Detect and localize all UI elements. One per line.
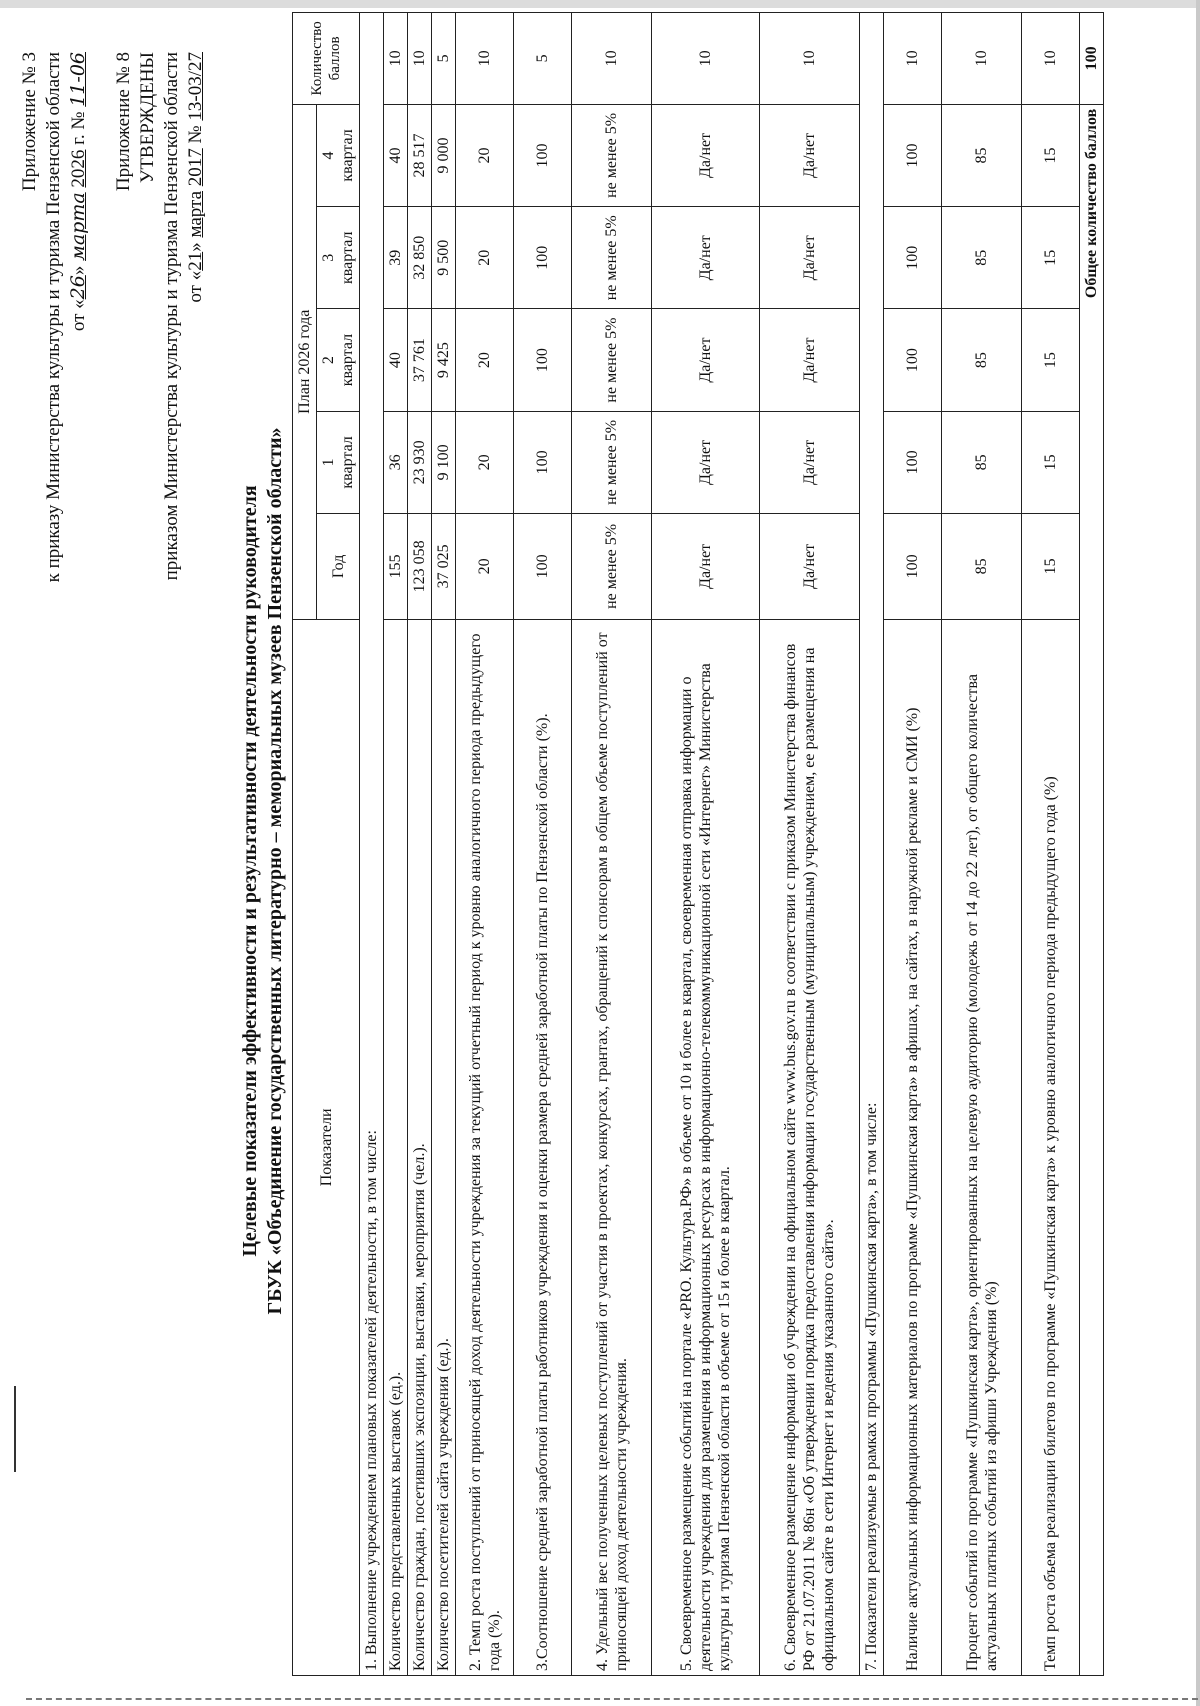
appendix-2-title: Приложение № 8 xyxy=(113,52,134,192)
document-title xyxy=(238,156,288,1586)
approved-number: 13-03/27 xyxy=(185,52,206,121)
appendix-1-order: к приказу Министерства культуры и туризма Пензенской области xyxy=(43,52,64,583)
table-row: Наличие актуальных информационных материалов по программе «Пушкинская карта» в афишах, на сайтах, в наружной рекламе и СМИ (%) 100 100 100 100 100 10 xyxy=(884,13,942,1676)
table-row-section-7: 7. Показатели реализуемые в рамках программы «Пушкинская карта», в том числе: xyxy=(860,13,884,1676)
approved-day: 21 xyxy=(185,251,206,271)
appendix-1-year: 2026 xyxy=(68,149,89,188)
appendix-1-number: 11-06 xyxy=(67,52,89,107)
total-value: 100 xyxy=(1080,13,1104,105)
table-header-row-1 xyxy=(293,13,317,1676)
approved-date: от «21» марта 2017 № 13-03/27 xyxy=(185,52,206,303)
approved-year: 2017 xyxy=(185,148,206,187)
col-header-year: Год xyxy=(317,514,360,620)
table-row: Количество граждан, посетивших экспозиции, выставки, мероприятия (чел.). 123 058 23 930 37 761 32 850 28 517 10 xyxy=(408,13,432,1676)
table-total-row xyxy=(1080,13,1104,1676)
appendix-1-month: марта xyxy=(67,192,89,261)
approved-month: марта xyxy=(185,191,206,238)
appendix-block-1 xyxy=(18,52,91,582)
total-label: Общее количество баллов xyxy=(1080,104,1104,1675)
appendix-1-date: от «26» марта 2026 г. № 11-06 xyxy=(67,52,89,332)
col-header-q4: 4 квартал xyxy=(317,104,360,206)
title-line-2: ГБУК «Объединение государственных литературно – мемориальных музеев Пензенской области» xyxy=(264,427,286,1315)
table-row: 2. Темп роста поступлений от приносящей доход деятельности учреждения за текущий отчетный период к уровню аналогичного периода предыдущего года (%). 20 20 20 20 20 10 xyxy=(456,13,514,1676)
col-header-points: Количество баллов xyxy=(293,13,360,105)
col-header-indicator: Показатели xyxy=(293,619,360,1675)
table-row: 6. Своевременное размещение информации об учреждении на официальном сайте www.bus.gov.ru в соответствии с приказом Министерства финансов РФ от 21.07.2011 № 86н «Об утверждении порядка предоставления информации государственным (муниципальным) учреждением, ее размещения на официальном сайте в сети Интернет и ведения указанного сайта». Да/нет Да/нет Да/нет Да/нет Да/нет 10 xyxy=(760,13,860,1676)
kpi-table xyxy=(292,12,1104,1676)
table-row-section-1: 1. Выполнение учреждением плановых показателей деятельности, в том числе: xyxy=(360,13,384,1676)
col-header-q3: 3 квартал xyxy=(317,207,360,309)
col-header-plan: План 2026 года xyxy=(293,104,317,619)
appendix-block-2 xyxy=(112,52,208,580)
approved-by: приказом Министерства культуры и туризма Пензенской области xyxy=(161,52,182,581)
title-line-1: Целевые показатели эффективности и результативности деятельности руководителя xyxy=(239,485,261,1257)
table-row: 3.Соотношение средней заработной платы работников учреждения и оценки размера средней заработной платы по Пензенской области (%). 100 100 100 100 100 5 xyxy=(514,13,572,1676)
table-row: Количество представленных выставок (ед.). 155 36 40 39 40 10 xyxy=(384,13,408,1676)
table-row: 5. Своевременное размещение событий на портале «PRO. Культура.РФ» в объеме от 10 и более в квартал, своевременная отправка информации о деятельности учреждения для размещения в информационных ресурсах в информационно-телекоммуникационной сети «Интернет» Министерства культуры и туризма Пензенской области в объеме от 15 и более в квартал. Да/нет Да/нет Да/нет Да/нет Да/нет 10 xyxy=(652,13,760,1676)
appendix-1-day: 26 xyxy=(67,275,89,300)
approved-label: УТВЕРЖДЕНЫ xyxy=(137,52,158,184)
table-row: Количество посетителей сайта учреждения (ед.). 37 025 9 100 9 425 9 500 9 000 5 xyxy=(432,13,456,1676)
col-header-q1: 1 квартал xyxy=(317,411,360,513)
table-row: 4. Удельный вес полученных целевых поступлений от участия в проектах, конкурсах, грантах, обращений к спонсорам в общем объеме поступлений от приносящей доход деятельности учреждения. не менее 5% не менее 5% не менее 5% не менее 5% не менее 5% 10 xyxy=(572,13,652,1676)
table-row: Процент событий по программе «Пушкинская карта», ориентированных на целевую аудиторию (молодежь от 14 до 22 лет), от общего количества актуальных платных событий из афиши Учреждения (%) 85 85 85 85 85 10 xyxy=(942,13,1022,1676)
col-header-q2: 2 квартал xyxy=(317,309,360,411)
appendix-1-title: Приложение № 3 xyxy=(19,52,40,192)
table-row: Темп роста объема реализации билетов по программе «Пушкинская карта» к уровню аналогичного периода предыдущего года (%) 15 15 15 15 15 10 xyxy=(1022,13,1080,1676)
